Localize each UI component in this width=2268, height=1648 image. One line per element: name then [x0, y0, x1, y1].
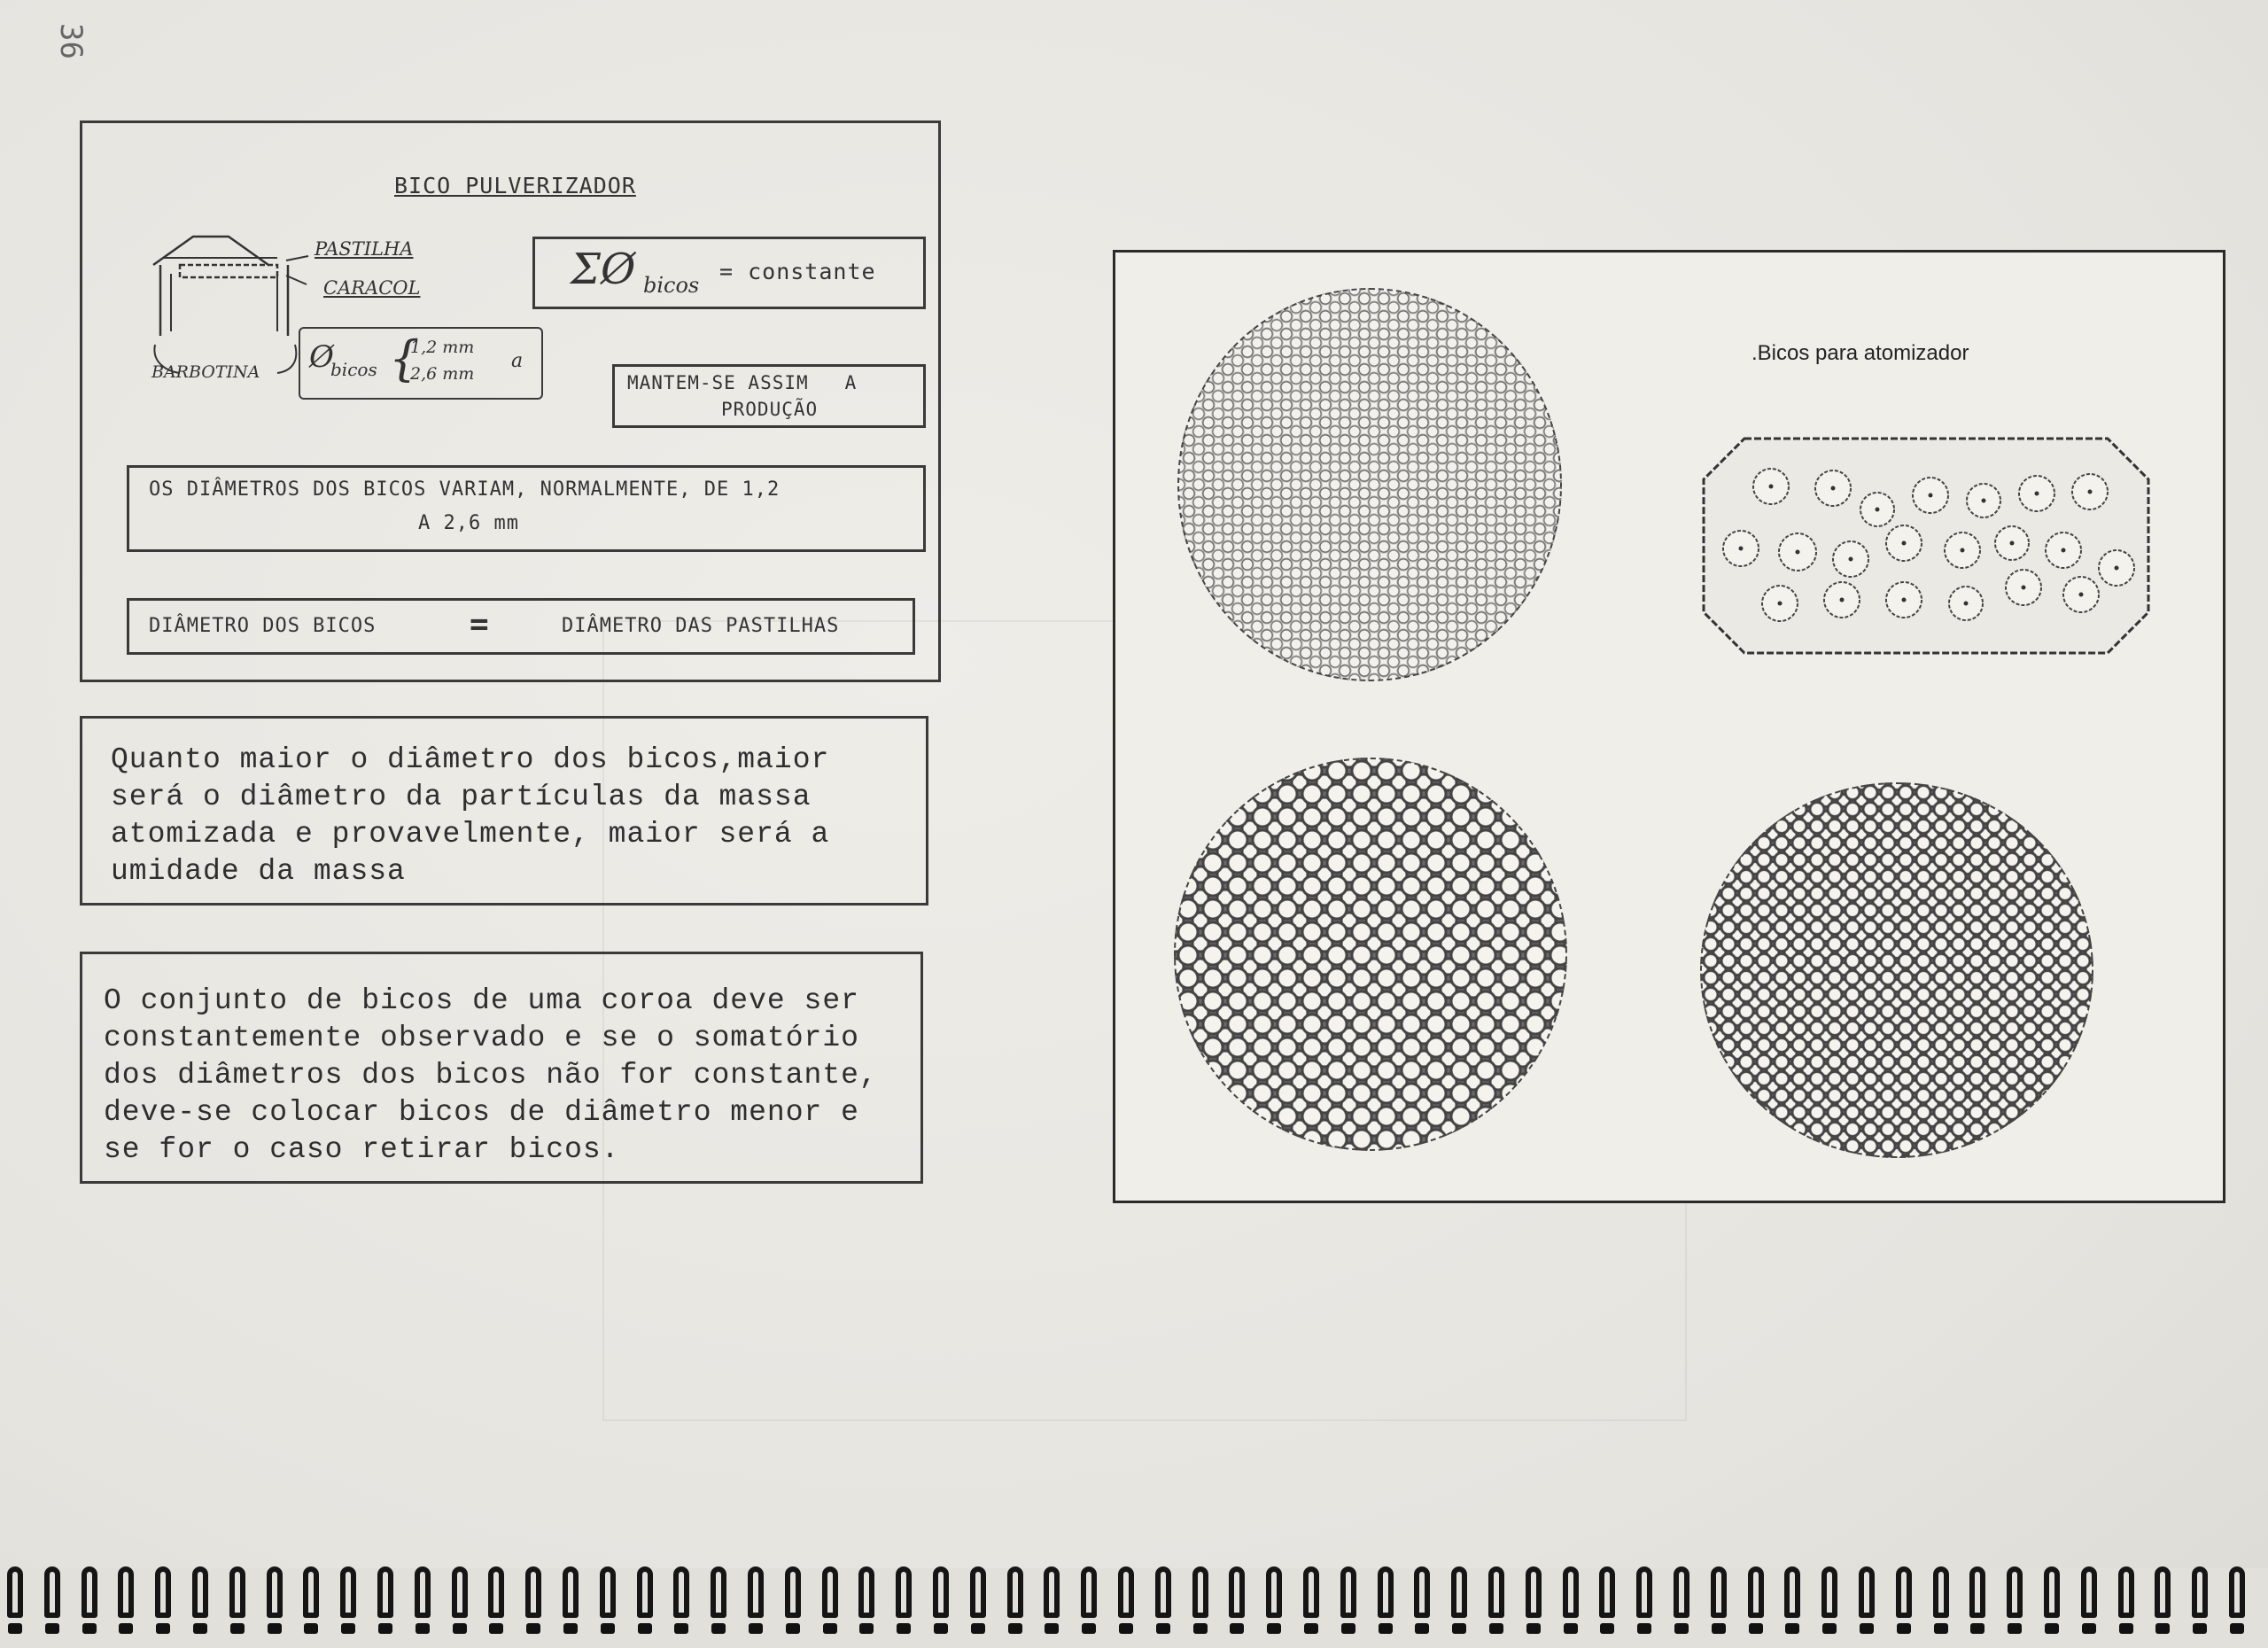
binding-hole [1897, 1623, 1911, 1634]
binding-hole [156, 1623, 170, 1634]
spiral-ring [267, 1566, 283, 1618]
binding-hole [1230, 1623, 1244, 1634]
spiral-ring [673, 1566, 689, 1618]
nozzle-plate-image [1700, 435, 2152, 657]
binding-hole [749, 1623, 763, 1634]
spiral-ring [1784, 1566, 1800, 1618]
spiral-ring [415, 1566, 431, 1618]
spiral-ring [2007, 1566, 2023, 1618]
spiral-ring [1340, 1566, 1356, 1618]
spiral-ring [896, 1566, 912, 1618]
phi-value-1: 1,2 mm [410, 338, 475, 357]
spiral-ring [785, 1566, 801, 1618]
binding-hole [2119, 1623, 2133, 1634]
spiral-ring [229, 1566, 245, 1618]
binding-hole [674, 1623, 688, 1634]
binding-hole [1452, 1623, 1466, 1634]
micrograph-panel [1113, 250, 2225, 1203]
spiral-ring [44, 1566, 60, 1618]
label-barbotina: BARBOTINA [151, 362, 260, 382]
binding-hole [1193, 1623, 1208, 1634]
sum-constant-box [532, 237, 926, 309]
spiral-ring [1821, 1566, 1837, 1618]
spiral-ring [600, 1566, 616, 1618]
binding-hole [2008, 1623, 2022, 1634]
spiral-ring [340, 1566, 356, 1618]
spiral-ring [1007, 1566, 1023, 1618]
spiral-ring [1378, 1566, 1394, 1618]
phi-bicos-box [299, 327, 543, 400]
spiral-ring [2192, 1566, 2208, 1618]
binding-hole [2155, 1623, 2170, 1634]
binding-hole [8, 1623, 22, 1634]
spiral-ring [563, 1566, 579, 1618]
binding-hole [1415, 1623, 1429, 1634]
spiral-ring [748, 1566, 764, 1618]
spiral-ring [488, 1566, 504, 1618]
label-pastilha: PASTILHA [315, 238, 414, 260]
diametro-equality-box [127, 598, 915, 655]
binding-hole [2082, 1623, 2096, 1634]
binding-hole [2193, 1623, 2207, 1634]
spiral-ring [1044, 1566, 1060, 1618]
spiral-ring [1488, 1566, 1504, 1618]
spiral-ring [1451, 1566, 1467, 1618]
manter-line-2: PRODUÇÃO [721, 399, 819, 420]
binding-hole [1489, 1623, 1503, 1634]
spiral-ring [82, 1566, 97, 1618]
binding-hole [82, 1623, 97, 1634]
spiral-ring [1748, 1566, 1764, 1618]
spiral-ring [933, 1566, 949, 1618]
spiral-ring [377, 1566, 393, 1618]
binding-hole [786, 1623, 800, 1634]
binding-hole [119, 1623, 133, 1634]
spiral-ring [1896, 1566, 1912, 1618]
bico-pulverizador-box [80, 120, 941, 682]
spiral-ring [1636, 1566, 1652, 1618]
caption-text: Bicos para atomizador [1757, 341, 1969, 365]
spiral-ring [1266, 1566, 1282, 1618]
binding-hole [1045, 1623, 1059, 1634]
spiral-ring [155, 1566, 171, 1618]
binding-hole [304, 1623, 318, 1634]
binding-hole [638, 1623, 652, 1634]
binding-hole [971, 1623, 985, 1634]
binding-hole [1934, 1623, 1948, 1634]
diametros-variam-box [127, 465, 926, 552]
spiral-ring [1859, 1566, 1875, 1618]
binding-hole [378, 1623, 392, 1634]
binding-hole [823, 1623, 837, 1634]
spiral-ring [711, 1566, 726, 1618]
label-caracol: CARACOL [323, 277, 421, 299]
spiral-ring [1155, 1566, 1171, 1618]
spiral-ring [637, 1566, 653, 1618]
binding-hole [1526, 1623, 1541, 1634]
binding-hole [193, 1623, 207, 1634]
box-title: BICO PULVERIZADOR [394, 173, 636, 198]
particle-size-note: Quanto maior o diâmetro dos bicos,maior será o diâmetro da partículas da massa atomizada e provavelmente, maior será a umidade da massa [111, 743, 830, 888]
micrograph-bottom-right [1700, 782, 2093, 1158]
nozzle-set-note-box [80, 952, 923, 1184]
spiral-ring [1674, 1566, 1689, 1618]
binding-hole [1379, 1623, 1393, 1634]
equal-left: DIÂMETRO DOS BICOS [149, 615, 377, 637]
binding-hole [2230, 1623, 2244, 1634]
spiral-ring [452, 1566, 468, 1618]
sum-symbol: ΣØ [571, 245, 636, 294]
binding-hole [859, 1623, 874, 1634]
particle-size-note-box [80, 716, 928, 906]
binding-hole [341, 1623, 355, 1634]
binding-hole [1564, 1623, 1578, 1634]
diametros-line-1: OS DIÂMETROS DOS BICOS VARIAM, NORMALMENTE, DE 1,2 [149, 478, 781, 501]
micrograph-bottom-left [1174, 758, 1567, 1151]
spiral-ring [303, 1566, 319, 1618]
binding-hole [1749, 1623, 1763, 1634]
equal-right: DIÂMETRO DAS PASTILHAS [562, 615, 840, 637]
phi-symbol: Ø [309, 339, 334, 375]
binding-hole [268, 1623, 282, 1634]
binding-hole [1712, 1623, 1726, 1634]
binding-hole [1600, 1623, 1614, 1634]
spiral-ring [525, 1566, 541, 1618]
binding-hole [416, 1623, 430, 1634]
spiral-ring [118, 1566, 134, 1618]
spiral-ring [1526, 1566, 1542, 1618]
manter-producao-box [612, 364, 926, 428]
phi-suffix: a [511, 350, 524, 372]
spiral-ring [2081, 1566, 2097, 1618]
micrograph-top-left [1177, 288, 1562, 681]
sum-subscript: bicos [643, 273, 700, 298]
spiral-ring [970, 1566, 986, 1618]
spiral-ring [1711, 1566, 1727, 1618]
binding-hole [1785, 1623, 1799, 1634]
spiral-ring [1229, 1566, 1245, 1618]
binding-hole [1860, 1623, 1874, 1634]
binding-hole [1119, 1623, 1133, 1634]
binding-hole [1156, 1623, 1170, 1634]
binding-hole [897, 1623, 911, 1634]
binding-hole [230, 1623, 245, 1634]
spiral-ring [1303, 1566, 1319, 1618]
spiral-ring [822, 1566, 838, 1618]
spiral-ring [1192, 1566, 1208, 1618]
spiral-ring [192, 1566, 208, 1618]
spiral-ring [1969, 1566, 1985, 1618]
spiral-ring [1563, 1566, 1579, 1618]
diametros-line-2: A 2,6 mm [418, 512, 519, 534]
binding-hole [1304, 1623, 1318, 1634]
equal-sign: = [470, 606, 490, 642]
spiral-ring [1414, 1566, 1430, 1618]
binding-hole [1637, 1623, 1651, 1634]
spiral-ring [1599, 1566, 1615, 1618]
binding-hole [45, 1623, 59, 1634]
binding-hole [601, 1623, 615, 1634]
micrograph-caption: .Bicos para atomizador [1751, 341, 1969, 365]
phi-brace: { [389, 330, 420, 386]
binding-hole [489, 1623, 503, 1634]
binding-hole [2045, 1623, 2059, 1634]
binding-hole [563, 1623, 578, 1634]
binding-hole [1970, 1623, 1984, 1634]
binding-hole [1822, 1623, 1837, 1634]
phi-value-2: 2,6 mm [410, 364, 475, 384]
spiral-ring [1081, 1566, 1097, 1618]
spiral-ring [2155, 1566, 2171, 1618]
spiral-ring [1933, 1566, 1949, 1618]
phi-subscript: bicos [330, 359, 377, 380]
binding-hole [1674, 1623, 1689, 1634]
spiral-ring [858, 1566, 874, 1618]
spiral-ring [2044, 1566, 2060, 1618]
spiral-ring [2118, 1566, 2134, 1618]
binding-hole [1341, 1623, 1355, 1634]
binding-hole [526, 1623, 540, 1634]
spiral-ring [7, 1566, 23, 1618]
sum-rhs: = constante [719, 259, 876, 284]
page-number: 36 [53, 23, 89, 59]
nozzle-set-note: O conjunto de bicos de uma coroa deve ser constantemente observado e se o somatório dos diâmetros dos bicos não for constante, deve-se colocar bicos de diâmetro menor e se for o caso retirar bicos. [104, 984, 878, 1166]
manter-line-1: MANTEM-SE ASSIM A [627, 372, 858, 393]
binding-hole [934, 1623, 948, 1634]
binding-hole [1267, 1623, 1281, 1634]
binding-hole [453, 1623, 467, 1634]
binding-hole [1082, 1623, 1096, 1634]
binding-hole [711, 1623, 726, 1634]
binding-hole [1008, 1623, 1022, 1634]
spiral-ring [2229, 1566, 2245, 1618]
spiral-ring [1118, 1566, 1134, 1618]
